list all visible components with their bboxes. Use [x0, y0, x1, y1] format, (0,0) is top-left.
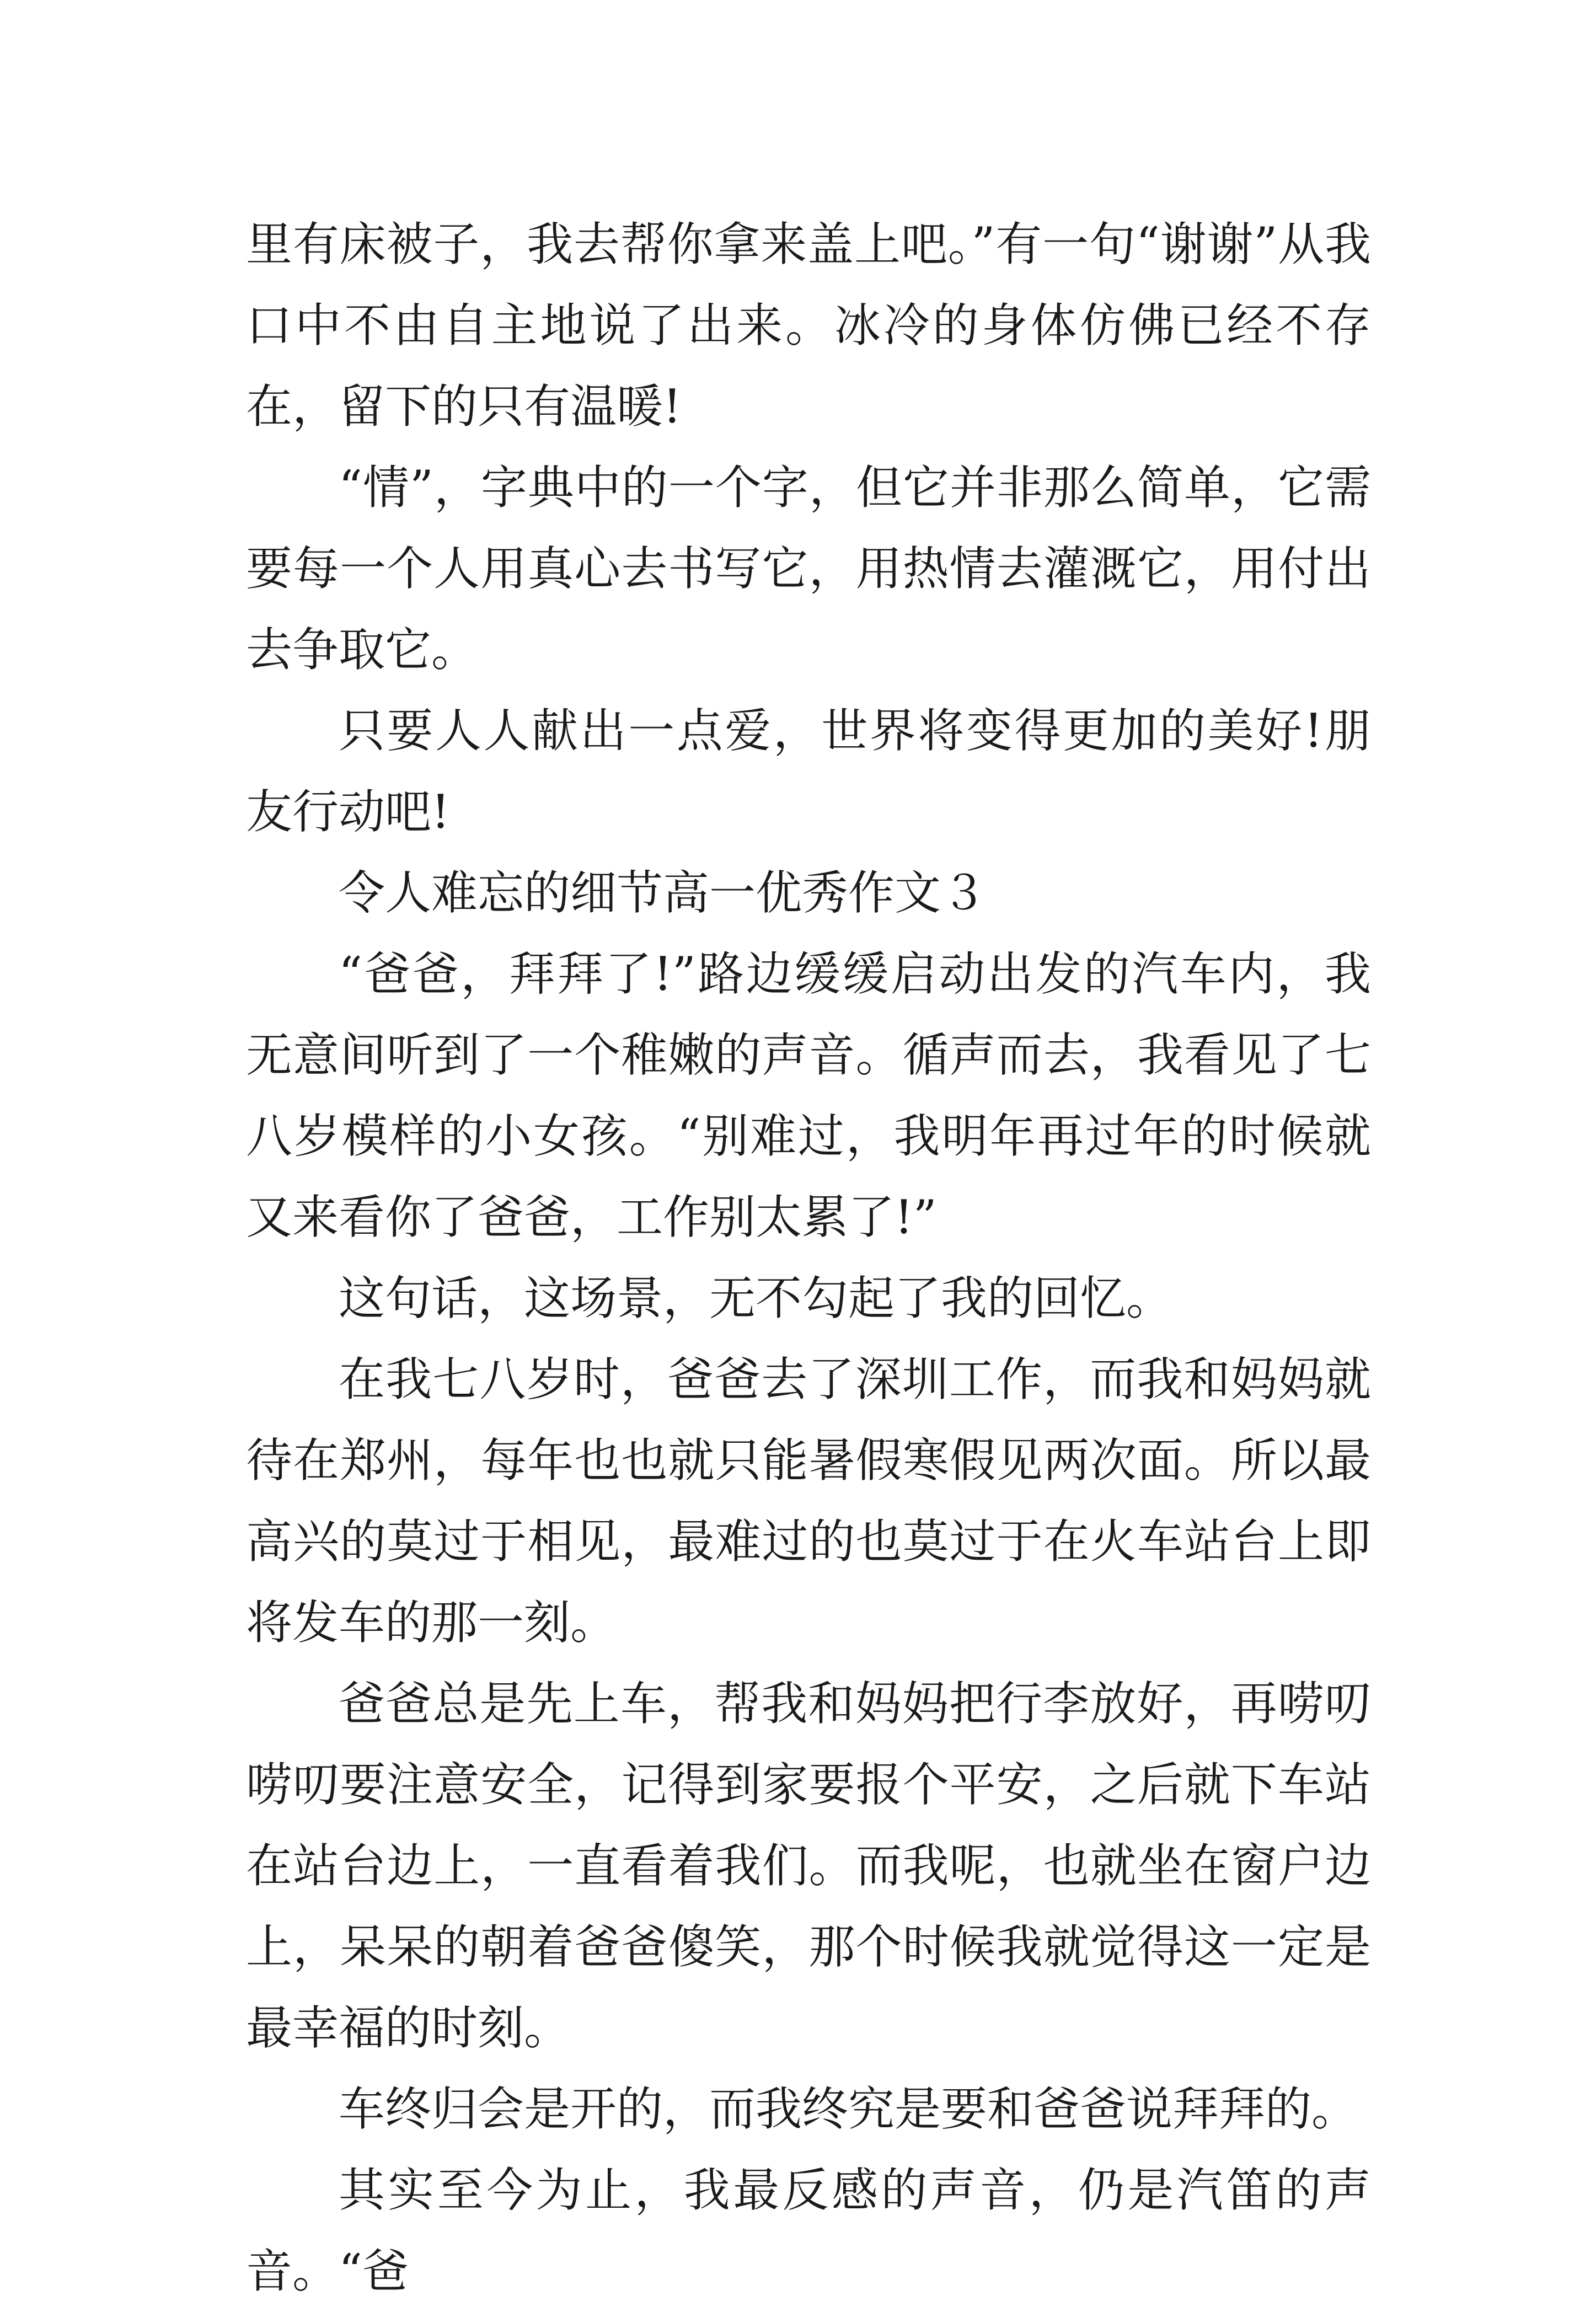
section-heading: 令人难忘的细节高一优秀作文３	[339, 866, 988, 920]
essay-text	[246, 204, 1371, 2312]
paragraph-continuation: 里有床被子，我去帮你拿来盖上吧。”有一句“谢谢”从我口中不由自主地说了出来。冰冷的身体仿佛已经不存在，留下的只有温暖!	[246, 217, 1371, 434]
paragraph: 车终归会是开的，而我终究是要和爸爸说拜拜的。	[339, 2082, 1358, 2136]
paragraph: “爸爸，拜拜了!”路边缓缓启动出发的汽车内，我无意间听到了一个稚嫩的声音。循声而去，我看见了七八岁模样的小女孩。“别难过，我明年再过年的时候就又来看你了爸爸，工作别太累了!”	[246, 947, 1371, 1244]
paragraph: “情”，字典中的一个字，但它并非那么简单，它需要每一个人用真心去书写它，用热情去灌溉它，用付出去争取它。	[246, 461, 1371, 677]
paragraph: 其实至今为止，我最反感的声音，仍是汽笛的声音。“爸	[246, 2163, 1371, 2298]
paragraph: 爸爸总是先上车，帮我和妈妈把行李放好，再唠叨唠叨要注意安全，记得到家要报个平安，之后就下车站在站台边上，一直看着我们。而我呢，也就坐在窗户边上，呆呆的朝着爸爸傻笑，那个时候我就觉得这一定是最幸福的时刻。	[246, 1677, 1371, 2055]
paragraph: 这句话，这场景，无不勾起了我的回忆。	[339, 1271, 1173, 1325]
paragraph: 只要人人献出一点爱，世界将变得更加的美好!朋友行动吧!	[246, 704, 1371, 839]
paragraph: 在我七八岁时，爸爸去了深圳工作，而我和妈妈就待在郑州，每年也也就只能暑假寒假见两次面。所以最高兴的莫过于相见，最难过的也莫过于在火车站台上即将发车的那一刻。	[246, 1352, 1371, 1650]
